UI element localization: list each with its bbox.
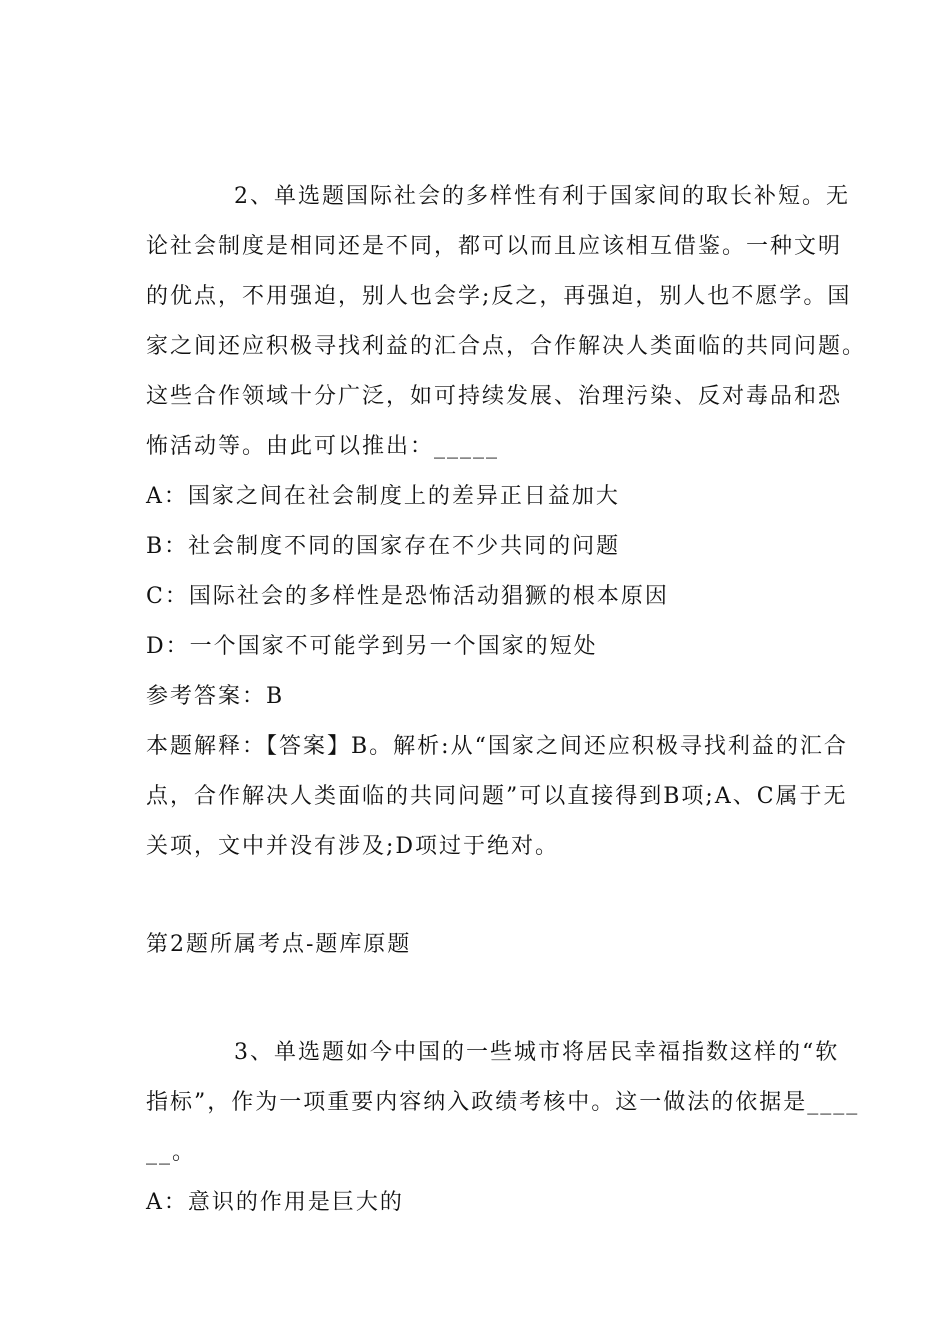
spacer xyxy=(146,872,826,920)
spacer xyxy=(146,970,826,1028)
question-2-explanation-line: 本题解释：【答案】B。解析:从“国家之间还应积极寻找利益的汇合 xyxy=(146,734,848,759)
question-2-stem-line: 家之间还应积极寻找利益的汇合点，合作解决人类面临的共同问题。 xyxy=(146,334,867,359)
question-2-stem-line: 这些合作领域十分广泛，如可持续发展、治理污染、反对毒品和恐 xyxy=(146,384,843,409)
question-3-option-a: A：意识的作用是巨大的 xyxy=(146,1190,404,1215)
question-2-topic: 第2题所属考点-题库原题 xyxy=(146,932,412,957)
question-2-stem-line: 论社会制度是相同还是不同，都可以而且应该相互借鉴。一种文明 xyxy=(146,234,843,259)
question-3-stem-line: __。 xyxy=(146,1140,197,1165)
question-2-stem-line: 怖活动等。由此可以推出：_____ xyxy=(146,434,500,459)
question-2-option-d: D：一个国家不可能学到另一个国家的短处 xyxy=(146,634,598,659)
question-3-stem-line: 3、单选题如今中国的一些城市将居民幸福指数这样的“软 xyxy=(234,1040,840,1065)
question-2-answer: 参考答案：B xyxy=(146,684,285,709)
question-2-explanation-line: 点，合作解决人类面临的共同问题”可以直接得到B项;A、C属于无 xyxy=(146,784,848,809)
document-page xyxy=(146,172,867,1228)
question-3-stem-line: 指标”，作为一项重要内容纳入政绩考核中。这一做法的依据是____ xyxy=(146,1090,860,1115)
question-2-option-a: A：国家之间在社会制度上的差异正日益加大 xyxy=(146,484,620,509)
question-2-stem-line: 2、单选题国际社会的多样性有利于国家间的取长补短。无 xyxy=(234,184,850,209)
question-2 xyxy=(146,172,867,970)
question-3 xyxy=(146,1028,860,1228)
question-2-explanation-line: 关项，文中并没有涉及;D项过于绝对。 xyxy=(146,834,560,859)
question-2-stem-line: 的优点，不用强迫，别人也会学;反之，再强迫，别人也不愿学。国 xyxy=(146,284,852,309)
question-2-option-b: B：社会制度不同的国家存在不少共同的问题 xyxy=(146,534,621,559)
question-2-option-c: C：国际社会的多样性是恐怖活动猖獗的根本原因 xyxy=(146,584,669,609)
